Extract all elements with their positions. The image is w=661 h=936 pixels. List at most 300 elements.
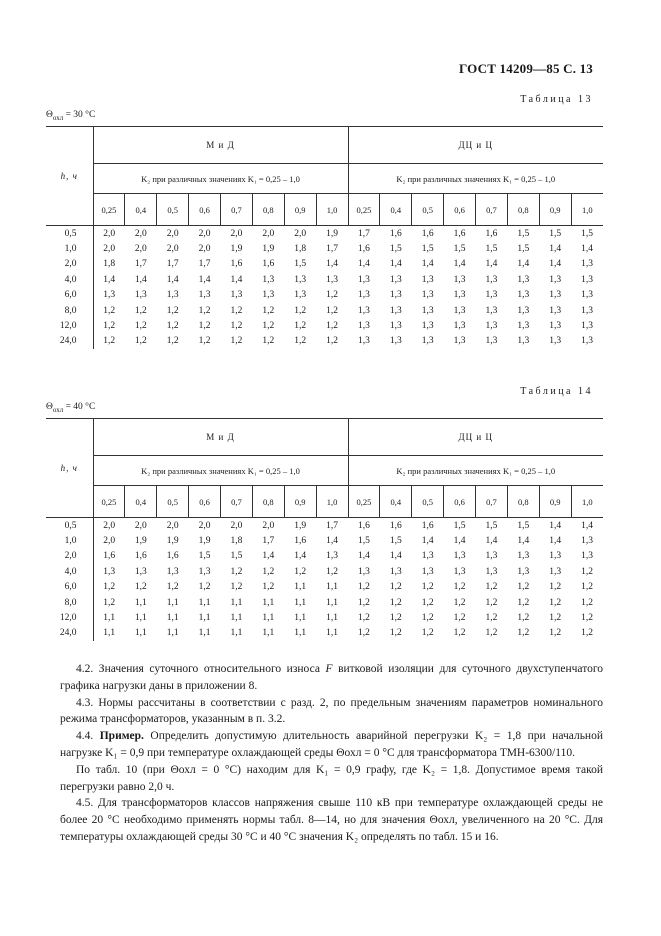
k1-value-header: 0,6 (444, 194, 476, 226)
k2-value-cell: 1,6 (262, 259, 275, 270)
k2-value-cell: 1,4 (326, 536, 338, 547)
k2-value-cell: 1,2 (581, 582, 593, 593)
k2-value-cell: 1,5 (517, 244, 530, 255)
k2-value-cell: 1,2 (134, 321, 147, 332)
k1-value-header: 0,8 (507, 486, 539, 518)
k1-value-header: 1,0 (316, 486, 348, 518)
k2-value-cell: 1,3 (517, 336, 530, 347)
k2-value-cell: 1,3 (485, 336, 498, 347)
k1-value-header: 0,9 (539, 486, 571, 518)
table-14-theta-value: = 40 °С (65, 402, 96, 412)
k1-value-header: 0,7 (476, 194, 508, 226)
k2-value-cell: 1,5 (453, 244, 466, 255)
k2-value-cell: 2,0 (294, 228, 307, 239)
k2-value-cell: 1,2 (517, 597, 530, 608)
k2-value-cell: 1,2 (198, 321, 211, 332)
k2-value-cell: 2,0 (103, 520, 116, 531)
k2-value-cell: 1,3 (581, 551, 593, 562)
p42-F: F (325, 663, 333, 675)
k2-value-cell: 1,2 (453, 628, 466, 639)
paragraph-4-4-cont: По табл. 10 (при Θохл = 0 °С) находим для K₁ = 0,9 графу, где K₂ = 1,8. Допустимое время такой перегрузки равно 2,0 ч. (60, 763, 603, 793)
k1-value-header: 0,9 (284, 486, 316, 518)
k2-value-cell: 1,2 (230, 566, 243, 577)
k1-value-header: 0,6 (189, 194, 221, 226)
k2-value-cell: 1,8 (230, 536, 243, 547)
k1-value-header: 0,5 (157, 194, 189, 226)
k2-value-cell: 1,6 (134, 551, 147, 562)
h-value: 24,0 (46, 626, 93, 641)
k2-subheader: K₂ при различных значениях K₁ = 0,25 – 1,0 (93, 456, 348, 486)
h-value: 24,0 (46, 334, 93, 349)
k2-subheader: K₂ при различных значениях K₁ = 0,25 – 1,0 (93, 164, 348, 194)
k2-value-cell: 1,1 (230, 628, 243, 639)
k1-value-header: 0,9 (284, 194, 316, 226)
k2-value-cell: 1,2 (389, 613, 402, 624)
k2-value-cell: 1,3 (453, 551, 466, 562)
table-row (46, 580, 603, 595)
k2-value-cell: 1,5 (517, 228, 530, 239)
k2-value-cell: 1,2 (549, 613, 562, 624)
k2-value-cell: 1,2 (230, 336, 243, 347)
k2-value-cell: 1,1 (134, 597, 147, 608)
k2-value-cell: 1,2 (262, 582, 275, 593)
k2-value-cell: 1,2 (326, 336, 338, 347)
k2-value-cell: 1,2 (485, 628, 498, 639)
k2-value-cell: 1,6 (453, 228, 466, 239)
k2-value-cell: 1,3 (517, 274, 530, 285)
k2-value-cell: 1,1 (166, 613, 179, 624)
k1-value-header: 1,0 (316, 194, 348, 226)
k2-value-cell: 1,4 (166, 274, 179, 285)
k2-value-cell: 1,2 (230, 305, 243, 316)
k2-value-cell: 1,4 (485, 259, 498, 270)
k2-value-cell: 1,3 (103, 290, 116, 301)
page-header: ГОСТ 14209—85 С. 13 (459, 61, 593, 76)
k2-value-cell: 1,2 (103, 336, 116, 347)
p42-text-a: 4.2. Значения суточного относительного износа (76, 663, 326, 675)
table-13-theta: $\Theta_{охл} = 30$ °С (46, 110, 96, 122)
k2-value-cell: 1,3 (358, 305, 370, 316)
k2-value-cell: 1,2 (134, 336, 147, 347)
h-value: 8,0 (46, 595, 93, 610)
k2-value-cell: 1,2 (517, 628, 530, 639)
k2-value-cell: 1,9 (166, 536, 179, 547)
k2-value-cell: 1,3 (549, 336, 562, 347)
k2-value-cell: 1,2 (262, 336, 275, 347)
k2-value-cell: 1,3 (453, 336, 466, 347)
k2-value-cell: 1,1 (103, 613, 116, 624)
k2-value-cell: 1,3 (358, 274, 370, 285)
k2-value-cell: 1,3 (389, 305, 402, 316)
k2-value-cell: 1,3 (549, 566, 562, 577)
k2-value-cell: 1,1 (166, 597, 179, 608)
k1-value-header: 0,5 (157, 486, 189, 518)
group-header-dc: ДЦ и Ц (348, 127, 603, 164)
k2-value-cell: 1,9 (326, 228, 338, 239)
k2-value-cell: 1,5 (358, 536, 370, 547)
table-13-label: Таблица 13 (520, 94, 593, 105)
k2-value-cell: 1,1 (326, 597, 338, 608)
h-value: 6,0 (46, 288, 93, 303)
k2-value-cell: 1,4 (549, 520, 562, 531)
k2-value-cell: 1,1 (198, 597, 211, 608)
table-row (46, 288, 603, 303)
k2-value-cell: 1,3 (517, 305, 530, 316)
h-value: 12,0 (46, 318, 93, 333)
h-value: 2,0 (46, 549, 93, 564)
h-column-header: h, ч (46, 419, 93, 518)
k2-value-cell: 1,6 (358, 244, 370, 255)
k2-value-cell: 1,4 (103, 274, 116, 285)
k2-value-cell: 1,2 (134, 305, 147, 316)
k2-value-cell: 1,5 (485, 520, 498, 531)
k2-value-cell: 1,9 (294, 520, 307, 531)
h-value: 8,0 (46, 303, 93, 318)
k2-value-cell: 1,5 (421, 244, 434, 255)
k2-value-cell: 1,6 (358, 520, 370, 531)
k1-value-header: 0,25 (348, 194, 380, 226)
table-14 (46, 418, 603, 641)
k2-value-cell: 1,6 (389, 520, 402, 531)
k2-value-cell: 1,3 (581, 336, 593, 347)
k2-value-cell: 1,1 (262, 613, 275, 624)
k2-value-cell: 1,3 (103, 566, 116, 577)
k2-value-cell: 1,1 (230, 597, 243, 608)
k2-value-cell: 1,4 (358, 551, 370, 562)
k2-value-cell: 1,4 (517, 259, 530, 270)
k2-value-cell: 1,2 (421, 628, 434, 639)
k2-value-cell: 1,3 (421, 551, 434, 562)
k2-value-cell: 1,2 (581, 628, 593, 639)
k2-value-cell: 1,6 (421, 520, 434, 531)
k2-value-cell: 1,2 (358, 597, 370, 608)
table-13-theta-value: = 30 °С (65, 110, 96, 120)
k2-value-cell: 1,2 (549, 597, 562, 608)
k2-value-cell: 1,2 (485, 613, 498, 624)
k2-value-cell: 1,2 (262, 305, 275, 316)
k2-value-cell: 1,2 (358, 582, 370, 593)
k2-value-cell: 1,7 (326, 520, 338, 531)
k2-value-cell: 1,3 (294, 274, 307, 285)
k2-value-cell: 2,0 (134, 520, 147, 531)
table-14-label: Таблица 14 (520, 386, 593, 397)
k1-value-header: 0,7 (476, 486, 508, 518)
k2-value-cell: 1,5 (389, 536, 402, 547)
k2-value-cell: 1,1 (326, 613, 338, 624)
table-row (46, 257, 603, 272)
k2-value-cell: 1,5 (549, 228, 562, 239)
k2-value-cell: 1,5 (517, 520, 530, 531)
k2-value-cell: 1,2 (230, 582, 243, 593)
table-row (46, 303, 603, 318)
k2-value-cell: 1,3 (485, 321, 498, 332)
table-row (46, 533, 603, 548)
group-header-md: М и Д (93, 419, 348, 456)
k2-value-cell: 1,4 (294, 551, 307, 562)
k2-value-cell: 1,3 (421, 566, 434, 577)
k2-value-cell: 1,8 (294, 244, 307, 255)
k2-value-cell: 2,0 (262, 228, 275, 239)
k2-value-cell: 1,3 (230, 290, 243, 301)
k2-value-cell: 1,2 (294, 305, 307, 316)
k2-value-cell: 1,2 (103, 321, 116, 332)
k1-value-header: 0,4 (125, 486, 157, 518)
k2-value-cell: 1,4 (262, 551, 275, 562)
k2-value-cell: 1,2 (294, 336, 307, 347)
k2-value-cell: 1,5 (485, 244, 498, 255)
k2-value-cell: 1,2 (294, 566, 307, 577)
k1-value-header: 0,25 (348, 486, 380, 518)
k2-value-cell: 1,2 (453, 597, 466, 608)
k1-value-header: 0,5 (412, 486, 444, 518)
k1-value-header: 0,7 (221, 486, 253, 518)
k2-value-cell: 1,4 (326, 259, 338, 270)
k2-value-cell: 2,0 (230, 520, 243, 531)
k1-value-header: 0,8 (507, 194, 539, 226)
k2-value-cell: 1,3 (358, 321, 370, 332)
k2-value-cell: 1,2 (103, 305, 116, 316)
k2-value-cell: 1,4 (389, 551, 402, 562)
k2-value-cell: 1,3 (453, 321, 466, 332)
k2-value-cell: 1,9 (262, 244, 275, 255)
k2-value-cell: 2,0 (103, 244, 116, 255)
k2-value-cell: 1,3 (453, 566, 466, 577)
k2-value-cell: 1,3 (198, 290, 211, 301)
k2-value-cell: 1,2 (326, 290, 338, 301)
h-value: 1,0 (46, 241, 93, 256)
k2-value-cell: 1,4 (549, 244, 562, 255)
k2-value-cell: 1,2 (581, 613, 593, 624)
k2-value-cell: 1,3 (517, 290, 530, 301)
k2-value-cell: 1,5 (230, 551, 243, 562)
table-row (46, 334, 603, 349)
k2-value-cell: 1,3 (549, 321, 562, 332)
paragraph-4-4 (60, 728, 603, 762)
k2-value-cell: 1,3 (389, 321, 402, 332)
k2-subheader: K₂ при различных значениях K₁ = 0,25 – 1,0 (348, 456, 603, 486)
k2-value-cell: 1,3 (421, 336, 434, 347)
k2-value-cell: 1,1 (294, 613, 307, 624)
k2-value-cell: 1,3 (517, 551, 530, 562)
group-header-md: М и Д (93, 127, 348, 164)
k1-value-header: 0,9 (539, 194, 571, 226)
k2-value-cell: 1,3 (581, 290, 593, 301)
k2-value-cell: 1,3 (549, 305, 562, 316)
k2-value-cell: 1,1 (326, 582, 338, 593)
k2-value-cell: 1,4 (517, 536, 530, 547)
h-value: 4,0 (46, 272, 93, 287)
k2-value-cell: 1,6 (166, 551, 179, 562)
k2-value-cell: 1,6 (485, 228, 498, 239)
k2-value-cell: 1,4 (549, 259, 562, 270)
k2-value-cell: 1,2 (421, 613, 434, 624)
k2-value-cell: 1,5 (198, 551, 211, 562)
k2-value-cell: 1,1 (198, 628, 211, 639)
k2-value-cell: 1,3 (581, 321, 593, 332)
k1-value-header: 1,0 (571, 194, 603, 226)
k2-value-cell: 1,7 (134, 259, 147, 270)
k2-value-cell: 1,4 (134, 274, 147, 285)
table-row (46, 241, 603, 256)
k2-value-cell: 1,2 (166, 321, 179, 332)
k2-value-cell: 1,1 (294, 597, 307, 608)
k2-value-cell: 1,9 (230, 244, 243, 255)
k2-value-cell: 1,2 (453, 582, 466, 593)
k2-value-cell: 1,6 (294, 536, 307, 547)
k1-value-header: 0,5 (412, 194, 444, 226)
k2-value-cell: 1,3 (549, 551, 562, 562)
k2-value-cell: 1,9 (134, 536, 147, 547)
k2-value-cell: 1,1 (262, 628, 275, 639)
h-value: 0,5 (46, 518, 93, 534)
k2-value-cell: 1,2 (166, 582, 179, 593)
k2-value-cell: 1,4 (453, 259, 466, 270)
k2-value-cell: 1,7 (166, 259, 179, 270)
k2-value-cell: 1,3 (389, 566, 402, 577)
k2-value-cell: 1,3 (453, 274, 466, 285)
k2-value-cell: 1,3 (485, 290, 498, 301)
p44-example-label: Пример. (99, 730, 144, 743)
k2-value-cell: 1,3 (421, 290, 434, 301)
k2-value-cell: 1,2 (103, 582, 116, 593)
k2-value-cell: 1,1 (294, 628, 307, 639)
k2-value-cell: 1,7 (262, 536, 275, 547)
k2-value-cell: 2,0 (103, 536, 116, 547)
k2-value-cell: 1,3 (389, 274, 402, 285)
h-value: 6,0 (46, 580, 93, 595)
k2-value-cell: 2,0 (198, 520, 211, 531)
k1-value-header: 0,6 (444, 486, 476, 518)
k2-value-cell: 1,5 (453, 520, 466, 531)
k1-value-header: 0,8 (252, 194, 284, 226)
k2-value-cell: 1,4 (358, 259, 370, 270)
k2-value-cell: 2,0 (166, 520, 179, 531)
k2-value-cell: 1,2 (230, 321, 243, 332)
k2-value-cell: 1,9 (198, 536, 211, 547)
k2-value-cell: 1,3 (581, 259, 593, 270)
k2-value-cell: 1,3 (517, 566, 530, 577)
k2-value-cell: 1,2 (326, 305, 338, 316)
k2-value-cell: 1,6 (230, 259, 243, 270)
k2-value-cell: 1,3 (166, 566, 179, 577)
h-value: 1,0 (46, 533, 93, 548)
k2-value-cell: 1,2 (103, 597, 116, 608)
k2-value-cell: 1,2 (262, 321, 275, 332)
k2-value-cell: 1,3 (581, 305, 593, 316)
k2-value-cell: 1,3 (517, 321, 530, 332)
k2-value-cell: 1,1 (262, 597, 275, 608)
k2-value-cell: 1,1 (198, 613, 211, 624)
k2-value-cell: 2,0 (103, 228, 116, 239)
k2-value-cell: 1,3 (581, 536, 593, 547)
k2-value-cell: 1,2 (389, 628, 402, 639)
k2-value-cell: 1,2 (326, 566, 338, 577)
k2-value-cell: 1,3 (549, 290, 562, 301)
k2-value-cell: 1,3 (485, 551, 498, 562)
k2-value-cell: 1,5 (581, 228, 593, 239)
p42-text-b: витковой изоляции для суточного двухступенчатого графика нагрузки даны в приложении 8. (60, 663, 603, 692)
k2-value-cell: 2,0 (134, 244, 147, 255)
k2-value-cell: 1,1 (326, 628, 338, 639)
k1-value-header: 0,7 (221, 194, 253, 226)
k1-value-header: 0,25 (93, 194, 125, 226)
k2-value-cell: 2,0 (230, 228, 243, 239)
k2-subheader: K₂ при различных значениях K₁ = 0,25 – 1,0 (348, 164, 603, 194)
table-row (46, 272, 603, 287)
k1-value-header: 0,4 (380, 194, 412, 226)
table-14-theta: $\Theta_{охл} = 40$ °С (46, 402, 96, 414)
body-text (60, 661, 603, 846)
k2-value-cell: 1,4 (549, 536, 562, 547)
k2-value-cell: 1,3 (358, 290, 370, 301)
h-column-header: h, ч (46, 127, 93, 226)
k2-value-cell: 1,1 (134, 613, 147, 624)
k2-value-cell: 1,3 (485, 566, 498, 577)
table-row (46, 595, 603, 610)
paragraph-4-5: 4.5. Для трансформаторов классов напряжения свыше 110 кВ при температуре охлаждающей среды не более 20 °С необходимо применять нормы табл. 8—14, но для значения Θохл, увеличенного на 20 °С. Для температуры охлаждающей среды 30 °С и 40 °С значения K₂ определять по табл. 15 и 16. (60, 797, 603, 843)
k2-value-cell: 1,2 (326, 321, 338, 332)
paragraph-4-3: 4.3. Нормы рассчитаны в соответствии с разд. 2, по предельным значениям параметров номинального режима трансформаторов, указанным в п. 3.2. (60, 696, 603, 726)
k2-value-cell: 1,2 (389, 597, 402, 608)
k2-value-cell: 1,4 (230, 274, 243, 285)
k2-value-cell: 1,3 (485, 305, 498, 316)
k2-value-cell: 1,2 (389, 582, 402, 593)
k2-value-cell: 1,2 (166, 336, 179, 347)
k2-value-cell: 1,1 (294, 582, 307, 593)
k2-value-cell: 1,3 (549, 274, 562, 285)
k2-value-cell: 2,0 (198, 244, 211, 255)
k2-value-cell: 1,4 (581, 244, 593, 255)
k1-value-header: 1,0 (571, 486, 603, 518)
k2-value-cell: 1,2 (166, 305, 179, 316)
table-13 (46, 126, 603, 349)
k2-value-cell: 1,5 (294, 259, 307, 270)
p44-text: Определить допустимую длительность аварийной перегрузки K₂ = 1,8 при начальной нагрузке K₁ = 0,9 при температуре охлаждающей среды Θохл = 0 °С для трансформатора ТМН-6300/110. (60, 730, 603, 759)
k2-value-cell: 1,4 (581, 520, 593, 531)
k2-value-cell: 1,3 (262, 274, 275, 285)
k2-value-cell: 1,2 (549, 582, 562, 593)
k2-value-cell: 1,7 (358, 228, 370, 239)
k2-value-cell: 1,3 (389, 336, 402, 347)
k2-value-cell: 1,2 (198, 336, 211, 347)
table-row (46, 518, 603, 534)
k2-value-cell: 1,2 (421, 582, 434, 593)
k2-value-cell: 1,4 (453, 536, 466, 547)
k2-value-cell: 1,3 (134, 290, 147, 301)
k2-value-cell: 1,3 (358, 566, 370, 577)
k2-value-cell: 1,1 (230, 613, 243, 624)
k2-value-cell: 1,4 (389, 259, 402, 270)
k2-value-cell: 1,3 (453, 290, 466, 301)
k2-value-cell: 2,0 (262, 520, 275, 531)
k1-value-header: 0,8 (252, 486, 284, 518)
k1-value-header: 0,4 (380, 486, 412, 518)
k2-value-cell: 1,1 (166, 628, 179, 639)
k2-value-cell: 1,1 (134, 628, 147, 639)
h-value: 4,0 (46, 564, 93, 579)
k2-value-cell: 1,3 (358, 336, 370, 347)
k2-value-cell: 1,2 (198, 305, 211, 316)
k2-value-cell: 1,2 (358, 613, 370, 624)
table-row (46, 226, 603, 242)
k2-value-cell: 1,3 (453, 305, 466, 316)
k2-value-cell: 1,3 (485, 274, 498, 285)
k2-value-cell: 1,3 (262, 290, 275, 301)
k2-value-cell: 1,6 (389, 228, 402, 239)
k2-value-cell: 1,2 (358, 628, 370, 639)
h-value: 12,0 (46, 610, 93, 625)
k2-value-cell: 1,7 (198, 259, 211, 270)
